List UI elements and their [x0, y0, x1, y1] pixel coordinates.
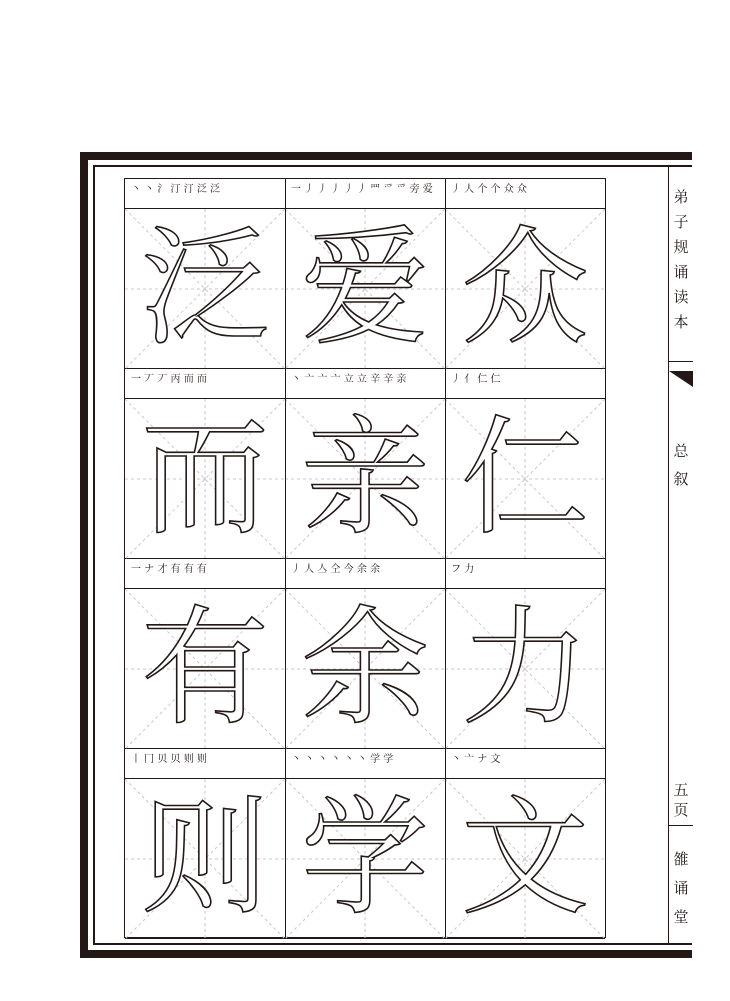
column-divider [285, 179, 286, 937]
stroke-order-strip [285, 749, 445, 779]
chapter-title [669, 437, 693, 493]
outline-character: 文 [460, 783, 589, 933]
outline-character: 众 [460, 213, 589, 363]
chapter-title-char: 叙 [673, 470, 689, 488]
outline-character: 而 [140, 403, 269, 553]
stroke-order-text: 丶 丶 丶 丶 丶 丶 学 学 [291, 754, 394, 765]
fishtail-mark [669, 371, 693, 387]
column-divider [445, 179, 446, 937]
stroke-order-text: 丶 亠 ナ 文 [451, 754, 501, 765]
stroke-order-strip [445, 179, 605, 209]
stroke-order-strip [285, 179, 445, 209]
character-practice-box [445, 209, 605, 369]
chapter-title-char: 总 [673, 442, 689, 460]
outline-character: 余 [300, 593, 429, 743]
stroke-order-text: 丿 人 个 个 众 众 [451, 184, 527, 195]
outline-character: 力 [460, 593, 589, 743]
book-title-char: 弟 [673, 188, 689, 206]
page-number-char: 页 [673, 801, 689, 819]
character-practice-box [285, 589, 445, 749]
side-title-column [668, 165, 692, 945]
book-title-char: 子 [673, 213, 689, 231]
stroke-order-text: 丿 亻 仁 仁 [451, 374, 501, 385]
outline-character: 泛 [140, 213, 269, 363]
stroke-order-text: 一 丆 丆 丙 而 而 [131, 374, 207, 385]
publisher-char: 诵 [673, 879, 689, 897]
stroke-order-strip [125, 369, 285, 399]
character-practice-box [125, 779, 285, 939]
divider [669, 825, 693, 826]
stroke-order-strip [285, 369, 445, 399]
character-practice-box [445, 779, 605, 939]
book-title-char: 规 [673, 238, 689, 256]
stroke-order-strip [285, 559, 445, 589]
book-title-char: 读 [673, 288, 689, 306]
character-practice-box [445, 399, 605, 559]
stroke-order-strip [445, 559, 605, 589]
stroke-order-text: 一 ナ 才 有 有 有 [131, 564, 207, 575]
character-practice-box [285, 399, 445, 559]
publisher-char: 雒 [673, 850, 689, 868]
character-practice-box [445, 589, 605, 749]
stroke-order-strip [125, 179, 285, 209]
book-title-char: 本 [673, 313, 689, 331]
character-practice-box [125, 589, 285, 749]
stroke-order-text: 丿 人 亼 仝 今 余 余 [291, 564, 381, 575]
stroke-order-text: 丶 亠 亠 亠 立 立 辛 辛 亲 [291, 374, 407, 385]
outline-character: 爱 [300, 213, 429, 363]
practice-grid [124, 178, 606, 938]
stroke-order-text: 一 丿 丿 丿 丿 丿 罒 爫 爫 旁 爱 [291, 184, 433, 195]
page-number [669, 780, 693, 820]
publisher-char: 堂 [673, 908, 689, 926]
stroke-order-strip [445, 749, 605, 779]
stroke-order-strip [445, 369, 605, 399]
stroke-order-text: フ 力 [451, 564, 475, 575]
book-title-char: 诵 [673, 263, 689, 281]
stroke-order-text: 丶 丶 氵 汀 汀 泛 泛 [131, 184, 221, 195]
publisher-name [669, 845, 693, 932]
outline-character: 仁 [460, 403, 589, 553]
outline-character: 有 [140, 593, 269, 743]
book-title [669, 185, 693, 335]
stroke-order-strip [125, 559, 285, 589]
character-practice-box [285, 209, 445, 369]
stroke-order-text: 丨 冂 贝 贝 则 则 [131, 754, 207, 765]
stroke-order-strip [125, 749, 285, 779]
character-practice-box [285, 779, 445, 939]
outline-character: 学 [300, 783, 429, 933]
character-practice-box [125, 399, 285, 559]
divider [669, 361, 693, 362]
outline-character: 则 [140, 783, 269, 933]
outline-character: 亲 [300, 403, 429, 553]
character-practice-box [125, 209, 285, 369]
page-number-char: 五 [673, 781, 689, 799]
